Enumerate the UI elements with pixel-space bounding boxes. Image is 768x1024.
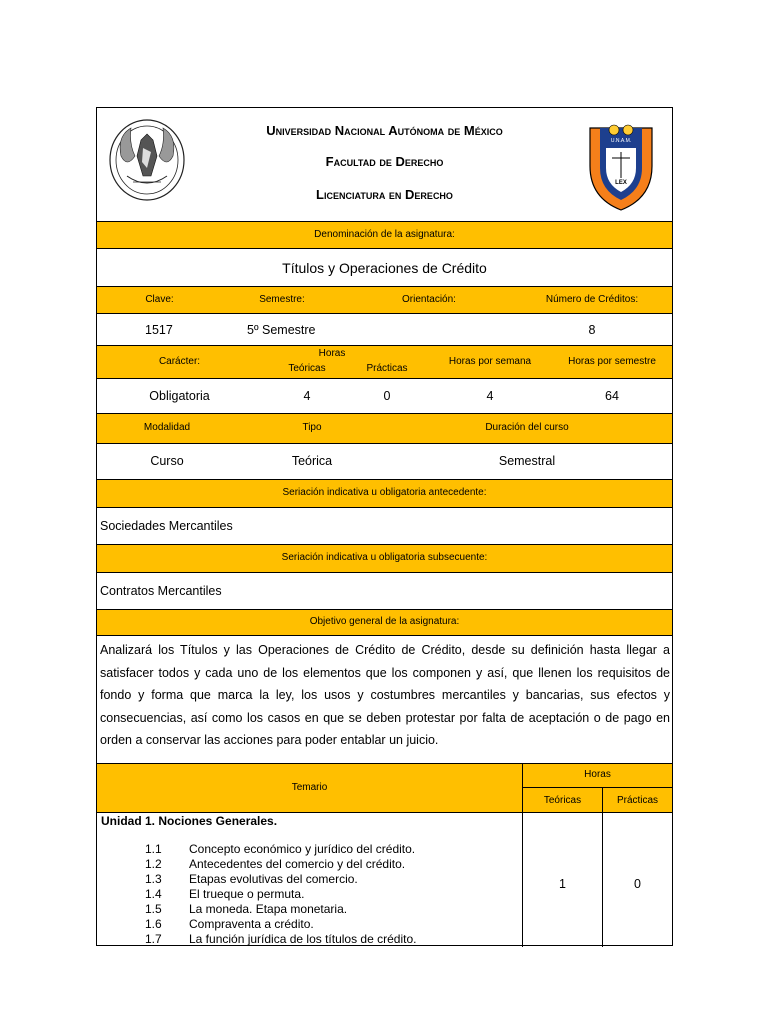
duracion-label: Duración del curso [485,422,569,433]
duracion-value: Semestral [498,454,556,468]
modalidad-value: Curso [150,454,184,468]
antecedente-value: Sociedades Mercantiles [100,519,233,533]
svg-text:U.N.A.M.: U.N.A.M. [610,138,632,144]
temario-practicas-label: Prácticas [616,795,659,806]
subsecuente-value-row [97,572,672,609]
temario-header [97,763,672,812]
objetivo-label: Objetivo general de la asignatura: [309,616,460,627]
temario-horas-label: Horas [584,769,611,780]
clave-label: Clave: [145,294,174,305]
horas-label: Horas [318,348,346,359]
syllabus-document [96,107,673,946]
faculty-crest-logo [586,122,656,212]
creditos-value: 8 [588,323,596,337]
unit-teoricas-value: 1 [559,877,566,891]
objetivo-label-band [97,609,672,635]
subject-name: Títulos y Operaciones de Crédito [282,260,487,276]
caracter-label: Carácter: [158,356,201,367]
antecedente-label: Seriación indicativa u obligatoria antecedente: [282,487,487,498]
subsecuente-label: Seriación indicativa u obligatoria subsecuente: [281,552,488,563]
temario-label-cell [97,764,522,813]
info3-value-row [97,443,672,479]
semestre-value: 5º Semestre [247,323,316,337]
horas-semestre-label: Horas por semestre [568,356,656,367]
horas-semana-label: Horas por semana [448,356,532,367]
objetivo-text-row [97,635,672,763]
temario-label: Temario [291,782,328,793]
temario-teoricas-label: Teóricas [543,795,582,806]
orientacion-label: Orientación: [402,294,456,305]
clave-value: 1517 [145,323,173,337]
info3-header-band [97,413,672,443]
temario-horas-cell [523,764,672,787]
caracter-value: Obligatoria [149,389,210,403]
header [97,108,672,221]
temario-teoricas-cell [523,788,602,813]
faculty-name: Facultad de Derecho [325,154,444,169]
info1-value-row [97,313,672,345]
unit-1-row: Unidad 1. Nociones Generales. 1.1 Concepto económico y jurídico del crédito. 1.2 Antecedentes del comercio y del crédito. 1.3 Etapas evolutivas del comercio. 1.4 El trueque o permuta. 1.5 La moneda. Etapa monetaria. 1.6 Compraventa a crédito. 1.7 La función jurídica de los títulos de crédito. 1 0 [97,812,672,946]
info1-header-band [97,286,672,313]
antecedente-label-band [97,479,672,507]
subject-label-band [97,221,672,248]
modalidad-label: Modalidad [143,422,191,433]
unit-practicas-value: 0 [634,877,641,891]
svg-text:LEX: LEX [615,180,627,186]
semestre-label: Semestre: [259,294,305,305]
tipo-value: Teórica [291,454,333,468]
creditos-label: Número de Créditos: [545,294,639,305]
tipo-label: Tipo [302,422,322,433]
subsecuente-value: Contratos Mercantiles [100,584,222,598]
practicas-label: Prácticas [366,363,408,374]
objetivo-text: Analizará los Títulos y las Operaciones de Crédito de Crédito, desde su definición hasta llegar a satisfacer todos y cada uno de los elementos que los componen y así, que llenen los requisitos de fondo y forma que marca la ley, los usos y costumbres mercantiles y bancarias, sus efectos y consecuencias, así como los casos en que se deben protestar por falta de aceptación o de pago en orden a conservar las acciones para poder entablar un juicio. [100,643,670,748]
teoricas-label: Teóricas [288,363,326,374]
info2-header-band [97,345,672,378]
practicas-value: 0 [383,389,391,403]
unit-title: Unidad 1. Nociones Generales. [101,814,278,828]
info2-value-row [97,378,672,413]
horas-semana-value: 4 [486,389,494,403]
degree-name: Licenciatura en Derecho [316,187,453,202]
teoricas-value: 4 [303,389,311,403]
antecedente-value-row [97,507,672,544]
university-name: Universidad Nacional Autónoma de México [266,123,503,138]
horas-semestre-value: 64 [605,389,619,403]
subject-value-row [97,248,672,286]
temario-practicas-cell [603,788,672,813]
subsecuente-label-band [97,544,672,572]
subject-label: Denominación de la asignatura: [314,229,455,240]
